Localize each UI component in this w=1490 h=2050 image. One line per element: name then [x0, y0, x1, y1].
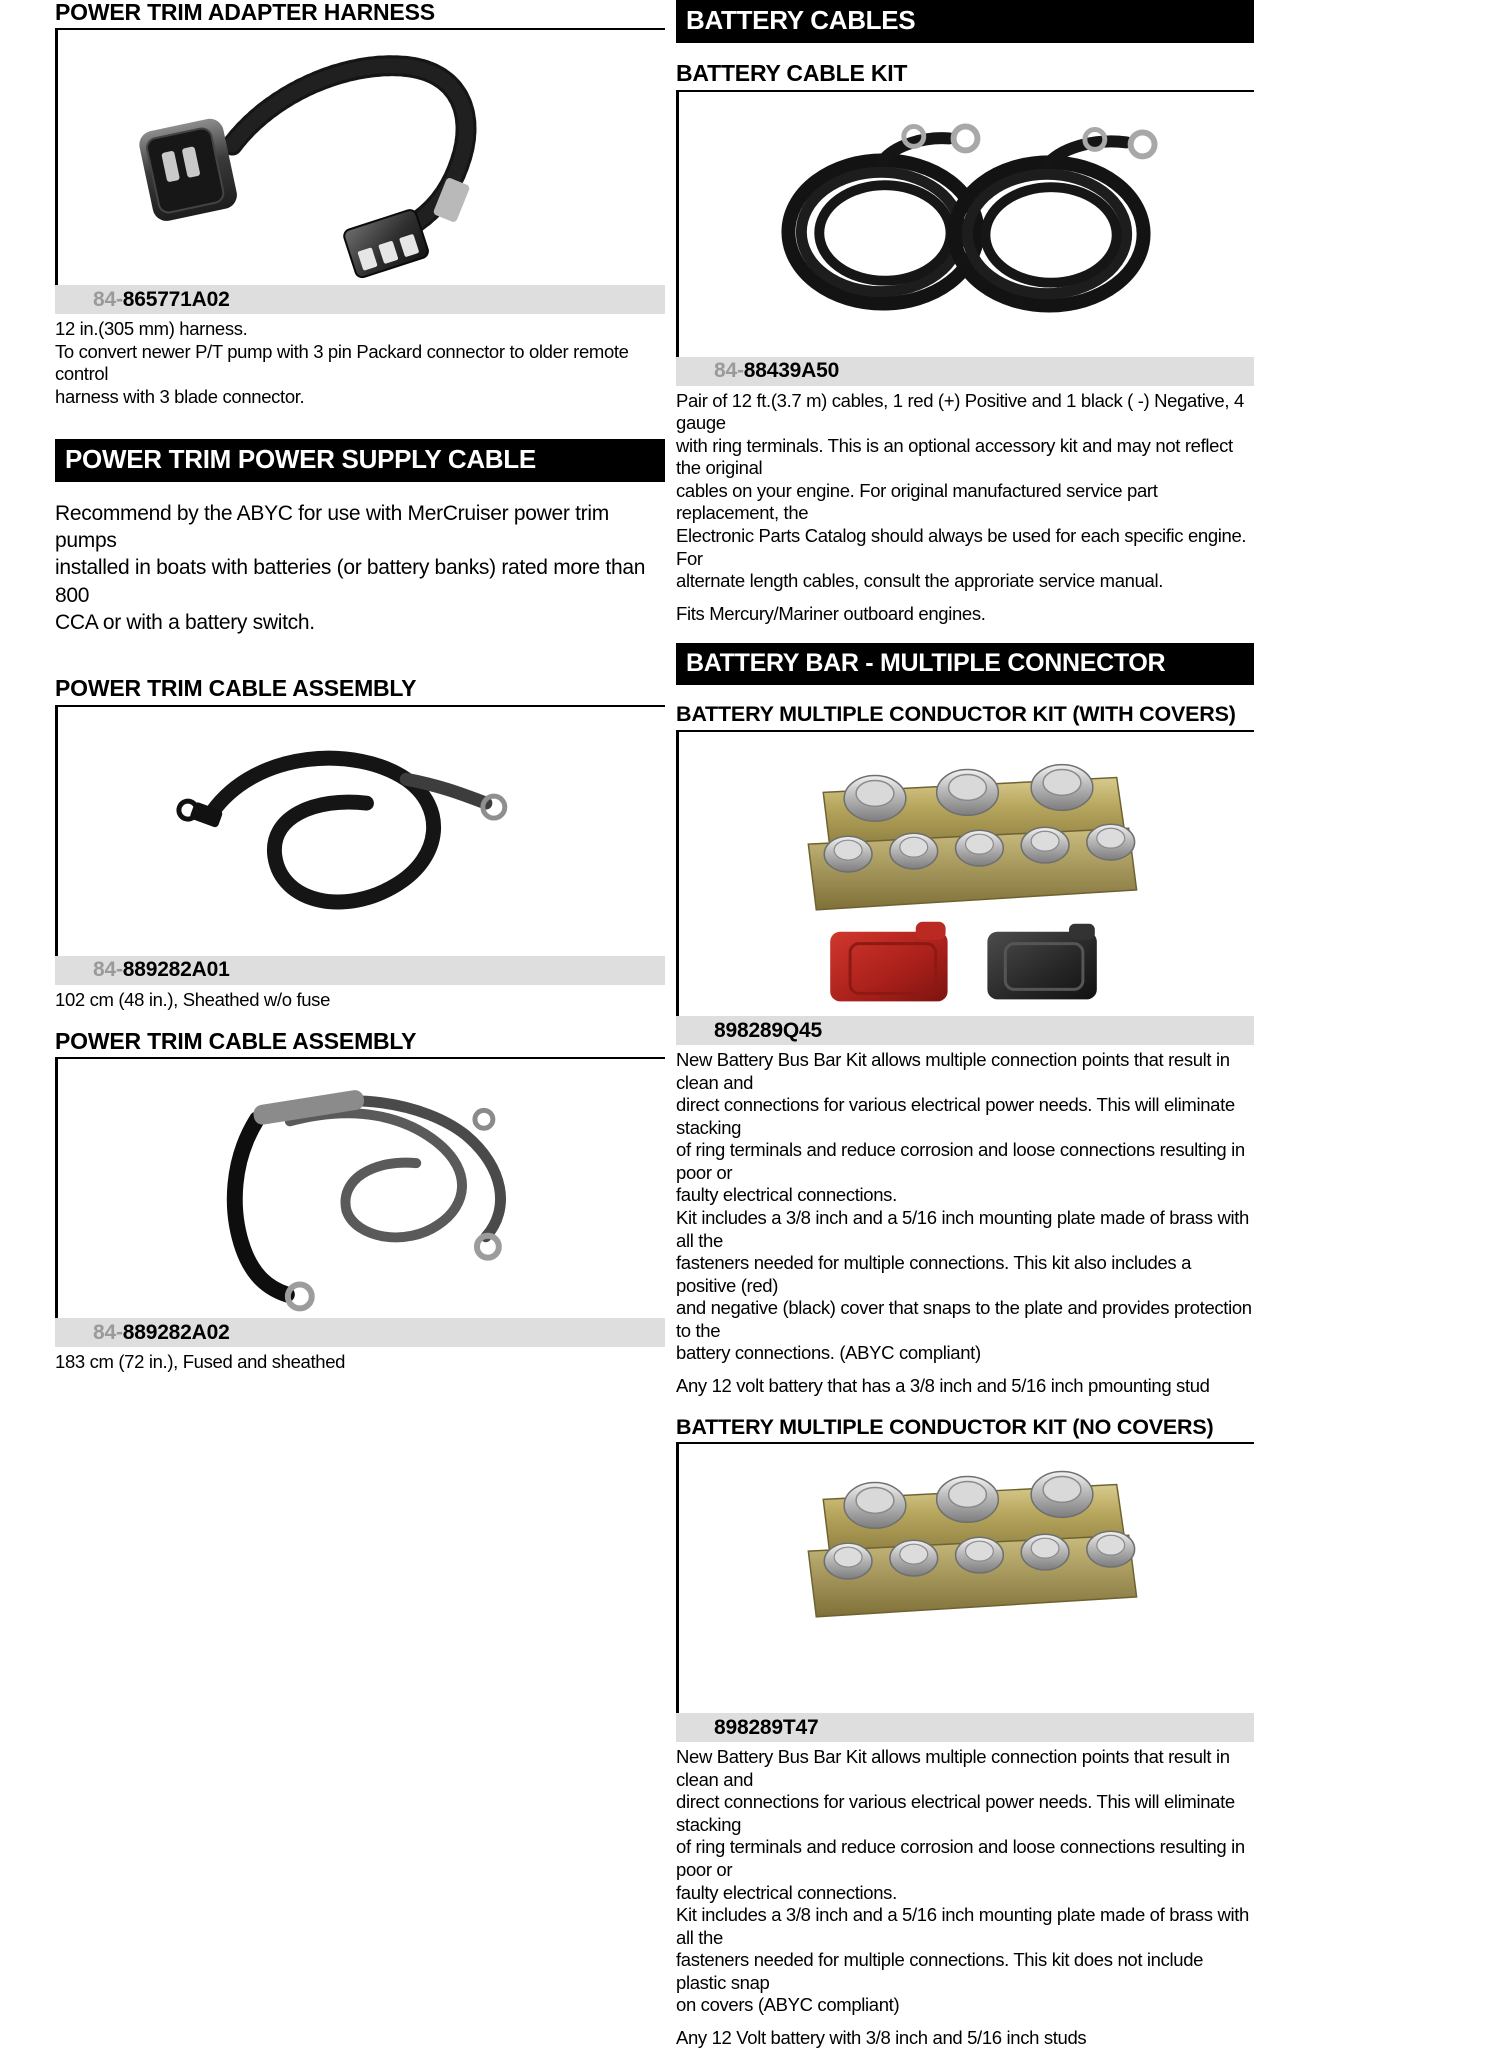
description-line: Kit includes a 3/8 inch and a 5/16 inch mounting plate made of brass with all the	[676, 1904, 1249, 1948]
description	[55, 1347, 665, 1374]
part-number: 88439A50	[743, 359, 840, 383]
section-heading: BATTERY CABLE KIT	[676, 61, 1254, 91]
section-lead-text	[55, 500, 665, 636]
section-power-trim-cable-assembly-1	[55, 676, 665, 1011]
description-line: 12 in.(305 mm) harness.	[55, 318, 248, 340]
description-line: 183 cm (72 in.), Fused and sheathed	[55, 1351, 346, 1373]
section-battery-cable-kit	[676, 61, 1254, 625]
description-extra	[676, 593, 1254, 626]
part-number-bar	[55, 285, 665, 314]
left-column	[55, 0, 665, 1374]
right-column	[676, 0, 1254, 2050]
product-image-battery-cable-kit	[676, 92, 1254, 357]
section-battery-multiple-conductor-kit-with-covers	[676, 703, 1254, 1397]
section-heading-battery-cables: BATTERY CABLES	[676, 0, 1254, 43]
description-line: of ring terminals and reduce corrosion and loose connections resulting in poor or	[676, 1836, 1245, 1880]
part-prefix: 84-	[93, 1320, 123, 1344]
description-line: alternate length cables, consult the approriate service manual.	[676, 570, 1163, 592]
description-line: with ring terminals. This is an optional accessory kit and may not reflect the original	[676, 434, 1233, 479]
part-number: 865771A02	[122, 287, 230, 311]
description	[55, 314, 665, 408]
lead-line: installed in boats with batteries (or battery banks) rated more than 800	[55, 556, 646, 607]
product-image-adapter-harness	[55, 30, 665, 285]
section-battery-multiple-conductor-kit-no-covers	[676, 1416, 1254, 2050]
description-extra	[676, 1365, 1254, 1398]
part-prefix: 84-	[93, 958, 123, 982]
part-prefix: 84-	[93, 287, 123, 311]
product-image-cable-assembly-1	[55, 707, 665, 956]
coiled-cables-illustration	[679, 92, 1254, 357]
description-line: New Battery Bus Bar Kit allows multiple connection points that result in clean and	[676, 1746, 1230, 1790]
description-line: Fits Mercury/Mariner outboard engines.	[676, 602, 986, 624]
harness-illustration	[58, 30, 665, 285]
description-line: To convert newer P/T pump with 3 pin Packard connector to older remote control	[55, 340, 629, 385]
section-heading-bar: POWER TRIM POWER SUPPLY CABLE	[55, 439, 665, 482]
bus-bar-no-covers-illustration	[679, 1444, 1254, 1713]
red-cover	[830, 922, 947, 1002]
description	[676, 1045, 1254, 1365]
description	[676, 1742, 1254, 2017]
description-line: New Battery Bus Bar Kit allows multiple connection points that result in clean and	[676, 1049, 1230, 1093]
part-number: 898289T47	[714, 1715, 819, 1739]
description-line: fasteners needed for multiple connections. This kit does not include plastic snap	[676, 1949, 1204, 1993]
description-line: fasteners needed for multiple connections. This kit also includes a positive (red)	[676, 1252, 1192, 1296]
description-line: faulty electrical connections.	[676, 1881, 897, 1903]
bus-bar-with-covers-illustration	[679, 732, 1254, 1016]
cable-assembly-illustration	[58, 707, 665, 956]
product-image-cable-assembly-2	[55, 1059, 665, 1318]
part-number-bar	[676, 1016, 1254, 1045]
description-line: cables on your engine. For original manufactured service part replacement, the	[676, 479, 1158, 524]
description-extra	[676, 2017, 1254, 2050]
lead-line: Recommend by the ABYC for use with MerCruiser power trim pumps	[55, 501, 609, 553]
part-number-bar	[55, 956, 665, 985]
black-cover	[987, 924, 1096, 1000]
part-number-bar	[55, 1318, 665, 1347]
description-line: Any 12 Volt battery with 3/8 inch and 5/16 inch studs	[676, 2026, 1087, 2048]
description-line: on covers (ABYC compliant)	[676, 1994, 900, 2016]
section-heading-battery-bar: BATTERY BAR - MULTIPLE CONNECTOR	[676, 643, 1254, 685]
description-line: Kit includes a 3/8 inch and a 5/16 inch mounting plate made of brass with all the	[676, 1207, 1249, 1251]
description-line: and negative (black) cover that snaps to the plate and provides protection to the	[676, 1297, 1252, 1341]
lead-line: CCA or with a battery switch.	[55, 611, 315, 635]
description	[676, 386, 1254, 593]
product-image-bus-bar-with-covers	[676, 732, 1254, 1016]
description-line: direct connections for various electrical power needs. This will eliminate stacking	[676, 1094, 1235, 1138]
part-prefix: 84-	[714, 359, 744, 383]
section-heading: POWER TRIM ADAPTER HARNESS	[55, 0, 665, 30]
section-heading: BATTERY MULTIPLE CONDUCTOR KIT (WITH COVERS)	[676, 703, 1254, 732]
description-line: harness with 3 blade connector.	[55, 385, 305, 407]
part-number: 889282A02	[122, 1320, 230, 1344]
description-line: Electronic Parts Catalog should always be used for each specific engine. For	[676, 524, 1247, 569]
part-number-bar	[676, 1713, 1254, 1742]
part-number: 898289Q45	[714, 1018, 822, 1042]
description-line: Any 12 volt battery that has a 3/8 inch and 5/16 inch pmounting stud	[676, 1374, 1210, 1396]
description-line: battery connections. (ABYC compliant)	[676, 1342, 981, 1364]
product-image-bus-bar-no-covers	[676, 1444, 1254, 1713]
section-heading: BATTERY MULTIPLE CONDUCTOR KIT (NO COVERS)	[676, 1416, 1254, 1445]
description	[55, 985, 665, 1012]
section-heading: POWER TRIM CABLE ASSEMBLY	[55, 676, 665, 706]
part-number-bar	[676, 357, 1254, 386]
description-line: of ring terminals and reduce corrosion and loose connections resulting in poor or	[676, 1139, 1245, 1183]
part-number: 889282A01	[122, 958, 230, 982]
section-power-trim-power-supply-cable	[55, 439, 665, 637]
description-line: direct connections for various electrical power needs. This will eliminate stacking	[676, 1791, 1235, 1835]
section-heading: POWER TRIM CABLE ASSEMBLY	[55, 1029, 665, 1059]
section-power-trim-adapter-harness	[55, 0, 665, 409]
fused-cable-illustration	[58, 1059, 665, 1318]
description-line: 102 cm (48 in.), Sheathed w/o fuse	[55, 988, 331, 1010]
section-power-trim-cable-assembly-2	[55, 1029, 665, 1374]
description-line: faulty electrical connections.	[676, 1184, 897, 1206]
description-line: Pair of 12 ft.(3.7 m) cables, 1 red (+) Positive and 1 black ( -) Negative, 4 gauge	[676, 389, 1244, 434]
